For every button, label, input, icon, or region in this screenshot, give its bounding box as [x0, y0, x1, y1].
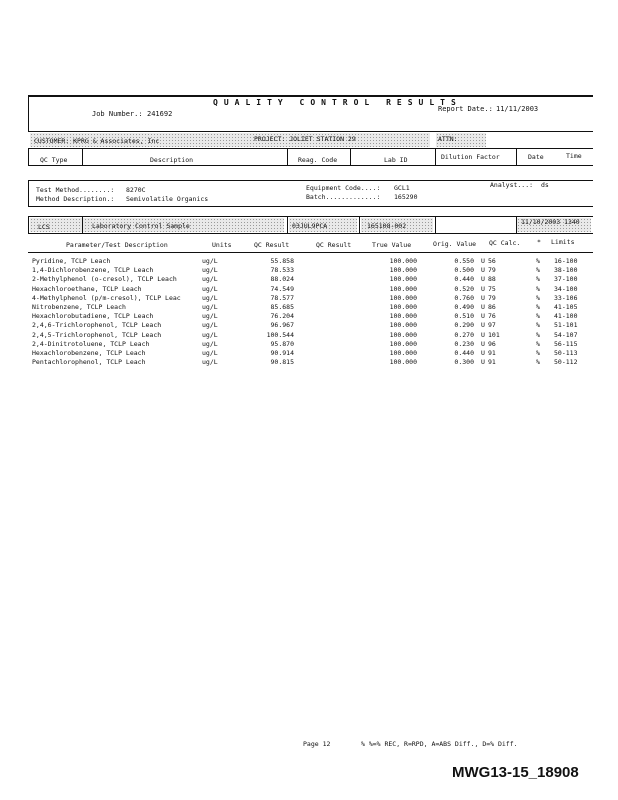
- row-param: 1,4-Dichlorobenzene, TCLP Leach: [32, 266, 154, 275]
- row-pct: %: [536, 257, 540, 265]
- row-qc-result: 90.914: [270, 349, 294, 357]
- table-row: [32, 294, 592, 303]
- row-true-value: 100.000: [389, 358, 417, 367]
- analyst-label: Analyst...:: [490, 181, 534, 189]
- col-header-date: Date: [528, 153, 544, 161]
- row-limits: 38-100: [554, 266, 578, 275]
- th-qc-result-2: QC Result: [316, 241, 352, 249]
- row-param: Hexachloroethane, TCLP Leach: [32, 284, 142, 293]
- row-orig-value: 0.290: [454, 321, 474, 330]
- col-header-dilution: Dilution Factor: [441, 153, 500, 161]
- table-row: [32, 349, 592, 358]
- th-qc-calc: QC Calc.: [489, 239, 521, 247]
- th-qc-result: QC Result: [254, 241, 290, 249]
- sample-sep-3: [359, 216, 360, 234]
- row-flag: U: [481, 266, 485, 275]
- row-qc-result: 85.685: [270, 303, 294, 311]
- row-pct: %: [536, 312, 540, 321]
- row-pct: %: [536, 349, 540, 357]
- row-true-value: 100.000: [389, 330, 417, 339]
- row-flag: U: [481, 321, 485, 330]
- row-units: ug/L: [202, 275, 218, 284]
- sample-bottom-line: [28, 233, 593, 234]
- table-row: [32, 285, 592, 294]
- report-date-label: Report Date.:: [438, 105, 493, 113]
- row-qc-result: 90.815: [270, 358, 294, 367]
- row-param: Hexachlorobenzene, TCLP Leach: [32, 349, 146, 357]
- row-pct: %: [536, 293, 540, 302]
- col-sep-1: [82, 148, 83, 165]
- batch-label: Batch.............:: [306, 193, 381, 201]
- col-header-bottom-line: [28, 165, 593, 166]
- row-pct: %: [536, 275, 540, 284]
- row-units: ug/L: [202, 321, 218, 330]
- col-header-reag-code: Reag. Code: [298, 156, 338, 164]
- row-qc-calc: 88: [488, 275, 496, 284]
- sample-sep-left: [28, 216, 29, 234]
- row-units: ug/L: [202, 303, 218, 311]
- project-text: PROJECT: JOLIET STATION 29: [254, 135, 356, 143]
- table-row: [32, 340, 592, 349]
- table-row: [32, 266, 592, 275]
- row-true-value: 100.000: [389, 266, 417, 275]
- row-param: Pyridine, TCLP Leach: [32, 257, 111, 265]
- col-header-description: Description: [150, 156, 194, 164]
- col-sep-3: [350, 148, 351, 165]
- row-limits: 33-106: [554, 293, 578, 302]
- row-units: ug/L: [202, 266, 218, 275]
- row-param: Hexachlorobutadiene, TCLP Leach: [32, 312, 154, 321]
- row-flag: U: [481, 312, 485, 321]
- row-limits: 51-101: [554, 321, 578, 330]
- row-pct: %: [536, 358, 540, 367]
- row-orig-value: 0.300: [454, 358, 474, 367]
- row-units: ug/L: [202, 293, 218, 302]
- table-row: [32, 321, 592, 330]
- row-qc-calc: 91: [488, 358, 496, 367]
- row-flag: U: [481, 358, 485, 367]
- row-flag: U: [481, 330, 485, 339]
- row-qc-result: 74.549: [270, 284, 294, 293]
- row-orig-value: 0.440: [454, 275, 474, 284]
- row-units: ug/L: [202, 358, 218, 367]
- sample-description: Laboratory Control Sample: [92, 222, 190, 230]
- row-true-value: 100.000: [389, 293, 417, 302]
- row-true-value: 100.000: [389, 349, 417, 357]
- row-orig-value: 0.270: [454, 330, 474, 339]
- th-limits: Limits: [551, 238, 575, 246]
- row-orig-value: 0.230: [454, 339, 474, 348]
- row-units: ug/L: [202, 284, 218, 293]
- col-header-top-line: [28, 148, 593, 149]
- row-qc-calc: 97: [488, 321, 496, 330]
- row-param: 2,4,5-Trichlorophenol, TCLP Leach: [32, 330, 162, 339]
- row-limits: 50-113: [554, 349, 578, 357]
- col-sep-4: [435, 148, 436, 165]
- row-param: 2,4-Dinitrotoluene, TCLP Leach: [32, 339, 150, 348]
- row-qc-calc: 79: [488, 266, 496, 275]
- method-left-border: [28, 180, 29, 206]
- row-qc-calc: 91: [488, 349, 496, 357]
- sample-reag-code: 03JUL9PCA: [292, 222, 328, 230]
- table-row: [32, 303, 592, 312]
- th-orig-value: Orig. Value: [433, 240, 477, 248]
- row-orig-value: 0.510: [454, 312, 474, 321]
- row-qc-calc: 75: [488, 284, 496, 293]
- row-true-value: 100.000: [389, 312, 417, 321]
- row-qc-result: 78.533: [270, 266, 294, 275]
- test-method-value: 8270C: [126, 186, 146, 194]
- row-qc-result: 88.024: [270, 275, 294, 284]
- sample-top-line: [28, 216, 593, 217]
- row-limits: 16-100: [554, 257, 578, 265]
- row-pct: %: [536, 303, 540, 311]
- sample-sep-2: [287, 216, 288, 234]
- method-desc-value: Semivolatile Organics: [126, 195, 209, 203]
- method-desc-label: Method Description.:: [36, 195, 115, 203]
- analyst-value: ds: [541, 181, 549, 189]
- row-qc-calc: 96: [488, 339, 496, 348]
- row-flag: U: [481, 339, 485, 348]
- row-limits: 56-115: [554, 339, 578, 348]
- row-orig-value: 0.500: [454, 266, 474, 275]
- row-orig-value: 0.760: [454, 293, 474, 302]
- sample-qc-type: LCS: [38, 223, 50, 231]
- document-id: MWG13-15_18908: [452, 764, 579, 781]
- row-qc-result: 76.204: [270, 312, 294, 321]
- page-number: Page 12: [303, 740, 331, 748]
- col-sep-5: [516, 148, 517, 165]
- row-true-value: 100.000: [389, 275, 417, 284]
- job-number-label: Job Number.:: [92, 110, 143, 118]
- row-param: Nitrobenzene, TCLP Leach: [32, 303, 126, 311]
- sample-sep-1: [82, 216, 83, 234]
- table-header-line: [28, 252, 593, 253]
- col-header-time: Time: [566, 152, 582, 160]
- row-limits: 50-112: [554, 358, 578, 367]
- job-number-value: 241692: [147, 110, 173, 118]
- table-row: [32, 312, 592, 321]
- sample-lab-id: 165108-002: [367, 222, 407, 230]
- row-qc-result: 78.577: [270, 293, 294, 302]
- row-pct: %: [536, 339, 540, 348]
- footer-legend: % %=% REC, R=RPD, A=ABS Diff., D=% Diff.: [361, 740, 518, 748]
- frame-left-border: [28, 95, 29, 132]
- row-flag: U: [481, 275, 485, 284]
- row-param: 4-Methylphenol (p/m-cresol), TCLP Leac: [32, 293, 181, 302]
- row-pct: %: [536, 266, 540, 275]
- sample-sep-5: [516, 216, 517, 234]
- col-sep-left: [28, 148, 29, 165]
- row-param: 2-Methylphenol (o-cresol), TCLP Leach: [32, 275, 177, 284]
- row-pct: %: [536, 330, 540, 339]
- th-param: Parameter/Test Description: [66, 241, 168, 249]
- row-true-value: 100.000: [389, 257, 417, 265]
- row-flag: U: [481, 257, 485, 265]
- row-limits: 41-105: [554, 303, 578, 311]
- th-true-value: True Value: [372, 241, 412, 249]
- row-units: ug/L: [202, 349, 218, 357]
- col-sep-2: [287, 148, 288, 165]
- row-qc-calc: 101: [488, 330, 500, 339]
- row-orig-value: 0.490: [454, 303, 474, 311]
- col-header-qc-type: QC Type: [40, 156, 68, 164]
- row-units: ug/L: [202, 257, 218, 265]
- equipment-value: GCL1: [394, 184, 410, 192]
- row-units: ug/L: [202, 339, 218, 348]
- row-limits: 34-100: [554, 284, 578, 293]
- row-units: ug/L: [202, 312, 218, 321]
- row-qc-result: 55.858: [270, 257, 294, 265]
- test-method-label: Test Method........:: [36, 186, 115, 194]
- row-flag: U: [481, 303, 485, 311]
- report-date-value: 11/11/2003: [496, 105, 539, 113]
- row-orig-value: 0.520: [454, 284, 474, 293]
- row-true-value: 100.000: [389, 284, 417, 293]
- frame-top-border: [28, 95, 593, 97]
- attn-text: ATTN:: [438, 135, 458, 143]
- row-qc-result: 95.870: [270, 339, 294, 348]
- row-true-value: 100.000: [389, 303, 417, 311]
- row-orig-value: 0.440: [454, 349, 474, 357]
- row-qc-result: 96.967: [270, 321, 294, 330]
- info-bar-top-line: [28, 131, 593, 132]
- row-param: Pentachlorophenol, TCLP Leach: [32, 358, 146, 367]
- row-limits: 37-100: [554, 275, 578, 284]
- method-bottom-line: [28, 206, 593, 207]
- row-flag: U: [481, 284, 485, 293]
- row-pct: %: [536, 321, 540, 330]
- row-units: ug/L: [202, 330, 218, 339]
- row-qc-calc: 79: [488, 293, 496, 302]
- th-units: Units: [212, 241, 232, 249]
- row-flag: U: [481, 349, 485, 357]
- table-row: [32, 257, 592, 266]
- col-header-lab-id: Lab ID: [384, 156, 408, 164]
- row-true-value: 100.000: [389, 321, 417, 330]
- row-qc-calc: 56: [488, 257, 496, 265]
- row-flag: U: [481, 293, 485, 302]
- table-row: [32, 275, 592, 284]
- sample-sep-4: [435, 216, 436, 234]
- equipment-label: Equipment Code....:: [306, 184, 381, 192]
- th-pct: *: [537, 238, 541, 246]
- row-qc-calc: 86: [488, 303, 496, 311]
- row-qc-calc: 76: [488, 312, 496, 321]
- report-title: QUALITY CONTROL RESULTS: [213, 98, 462, 107]
- row-qc-result: 100.544: [266, 330, 294, 339]
- batch-value: 165290: [394, 193, 418, 201]
- row-param: 2,4,6-Trichlorophenol, TCLP Leach: [32, 321, 162, 330]
- sample-date-time: 11/10/2003 1340: [521, 218, 580, 226]
- row-limits: 54-107: [554, 330, 578, 339]
- customer-text: CUSTOMER: KPRG & Associates, Inc: [34, 137, 160, 145]
- row-limits: 41-100: [554, 312, 578, 321]
- row-true-value: 100.000: [389, 339, 417, 348]
- table-row: [32, 331, 592, 340]
- row-pct: %: [536, 284, 540, 293]
- table-row: [32, 358, 592, 367]
- row-orig-value: 0.550: [454, 257, 474, 265]
